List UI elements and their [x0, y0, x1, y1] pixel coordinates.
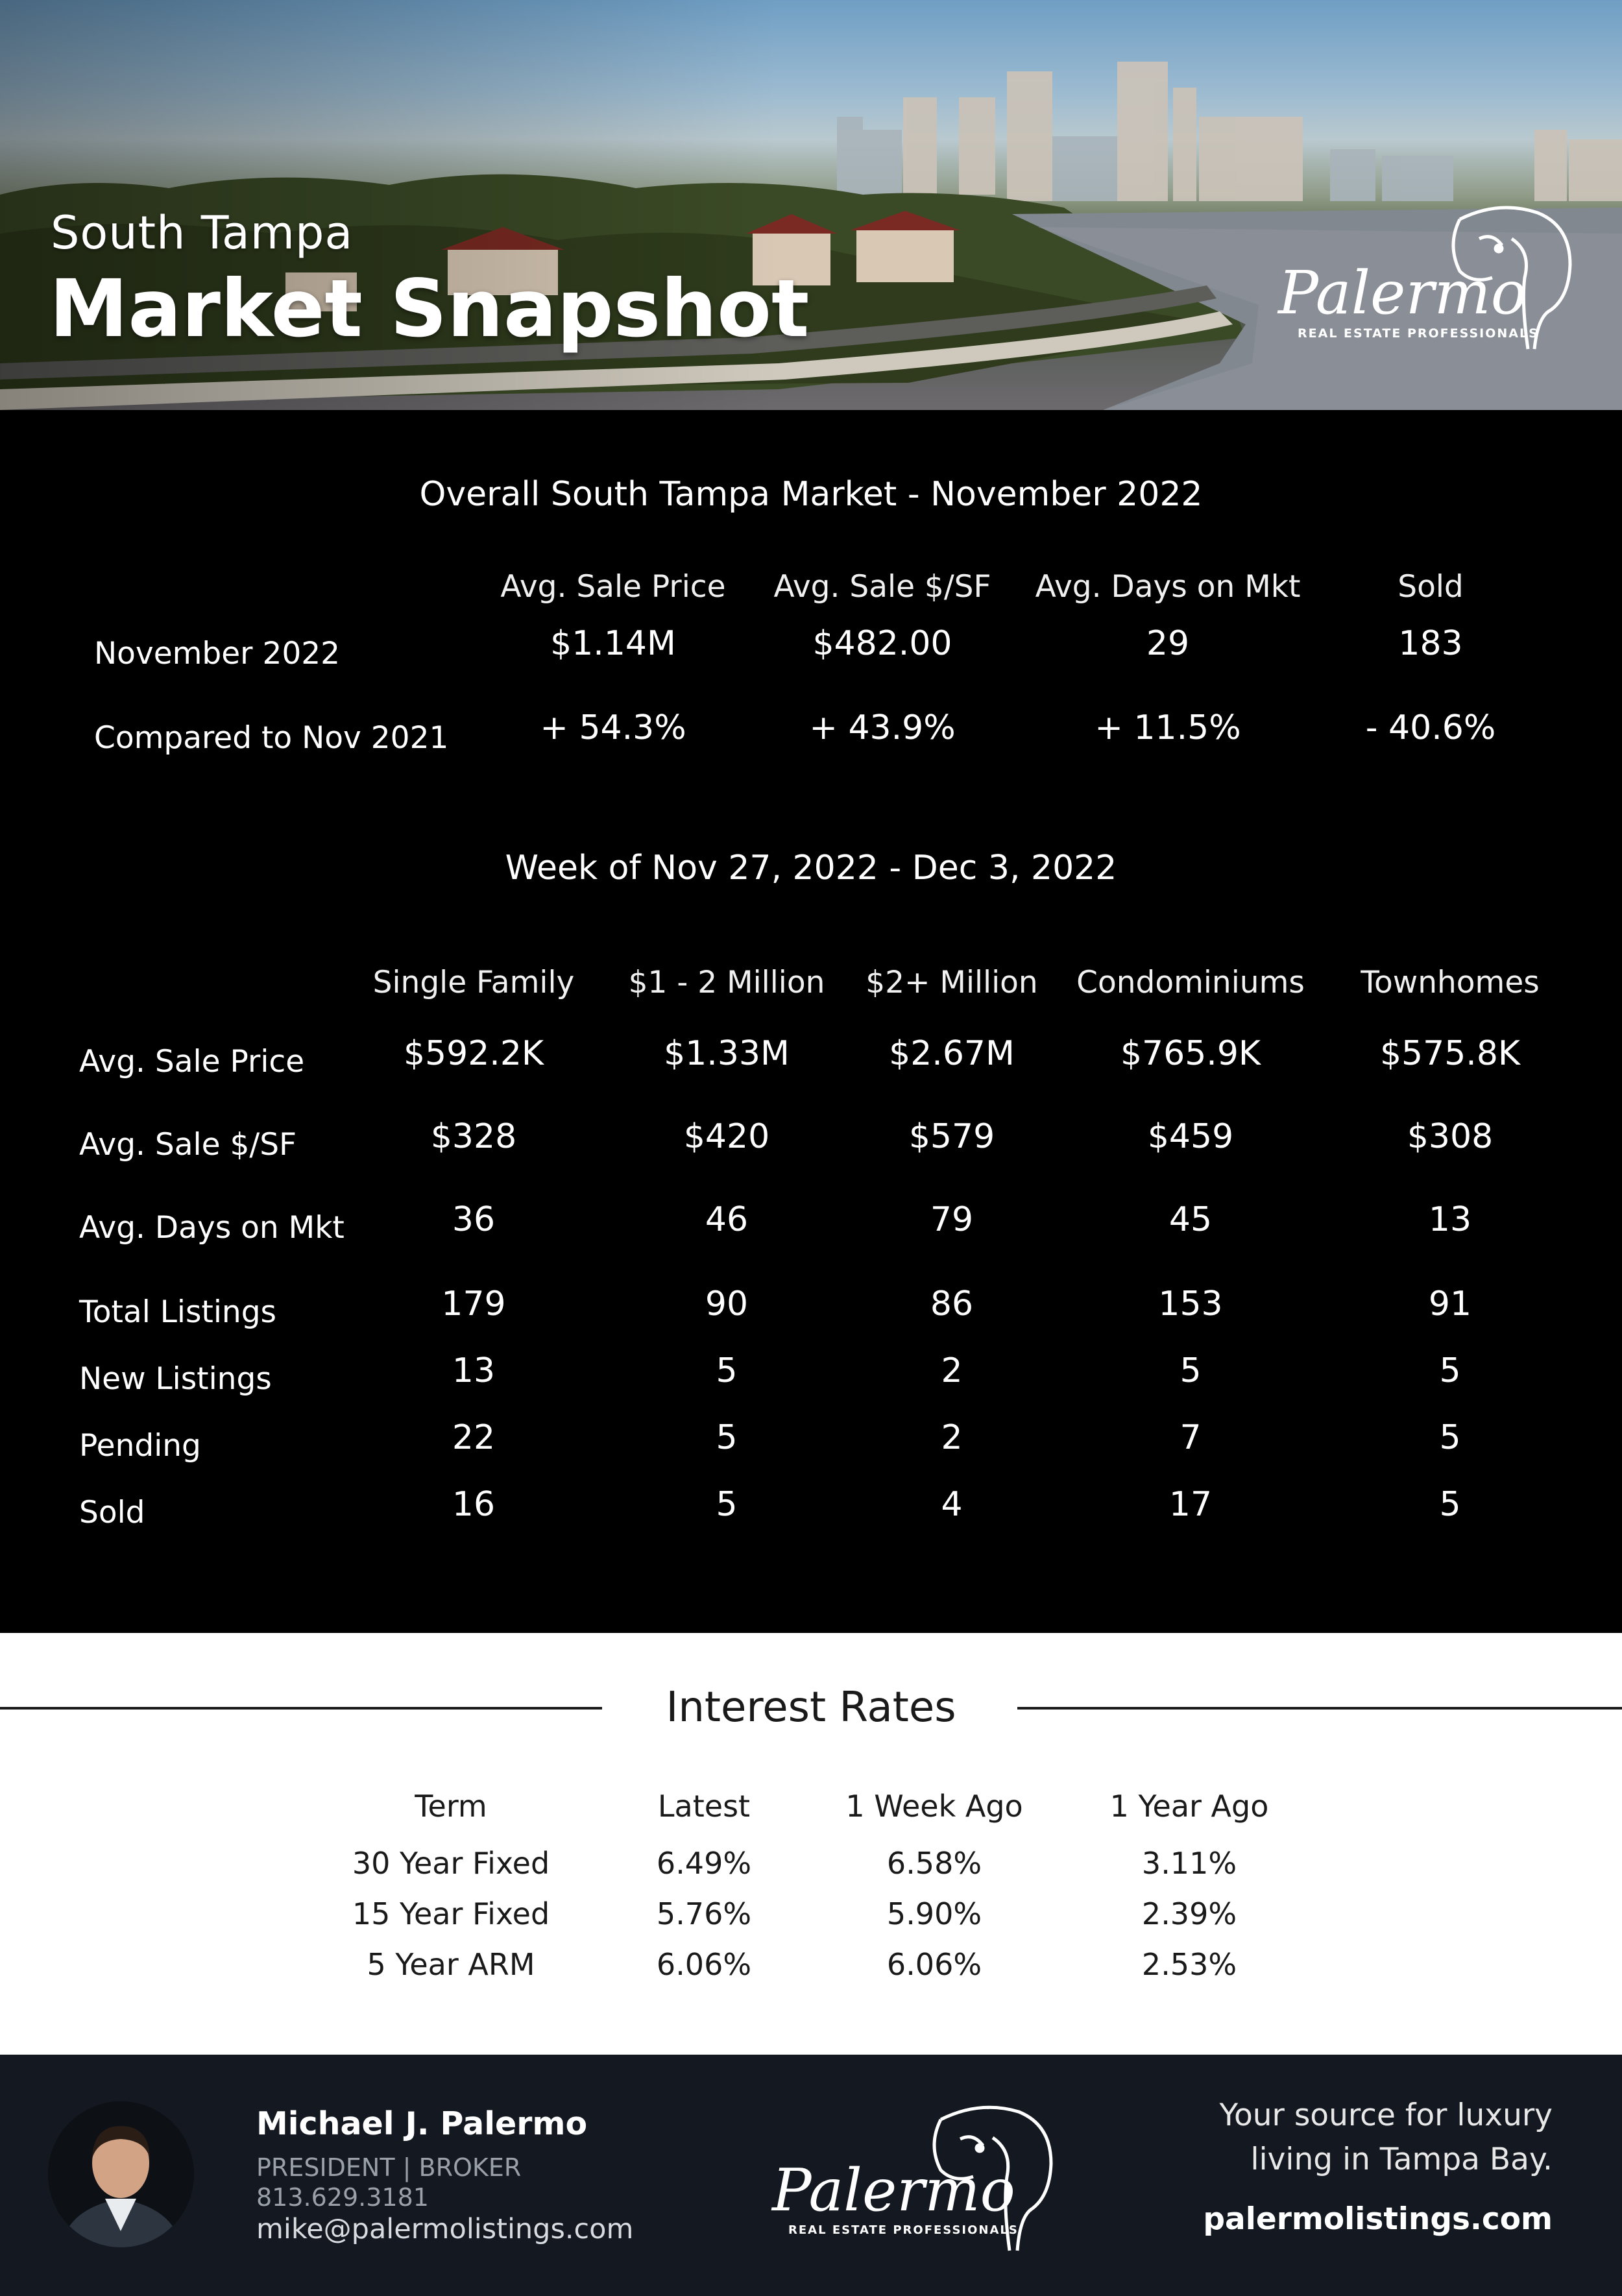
weekly-value: 90 [705, 1285, 749, 1323]
weekly-value: 22 [452, 1418, 496, 1457]
weekly-value: 5 [1439, 1485, 1461, 1524]
rates-term: 15 Year Fixed [352, 1896, 550, 1931]
weekly-value: 5 [716, 1351, 738, 1390]
weekly-value: 7 [1180, 1418, 1202, 1457]
tagline-line-1: Your source for luxury [1219, 2097, 1553, 2133]
overall-header: Sold [1398, 569, 1464, 605]
weekly-header: Townhomes [1361, 965, 1540, 1000]
market-stats-section [0, 410, 1622, 1633]
weekly-row-label: Avg. Days on Mkt [79, 1210, 345, 1246]
weekly-value: 16 [452, 1485, 496, 1524]
overall-value: $1.14M [550, 624, 676, 663]
rates-term: 30 Year Fixed [352, 1846, 550, 1881]
weekly-value: $1.33M [664, 1034, 790, 1073]
overall-header: Avg. Sale Price [500, 569, 726, 605]
weekly-value: 2 [941, 1351, 963, 1390]
weekly-value: $765.9K [1120, 1034, 1261, 1073]
rates-header: Term [415, 1789, 487, 1824]
weekly-value: 17 [1168, 1485, 1213, 1524]
rates-value: 5.76% [656, 1896, 752, 1931]
logo-tagline: REAL ESTATE PROFESSIONALS [788, 2223, 1019, 2237]
agent-email[interactable]: mike@palermolistings.com [256, 2213, 634, 2245]
weekly-value: $579 [908, 1117, 995, 1156]
weekly-value: $592.2K [403, 1034, 544, 1073]
weekly-row-label: Pending [79, 1428, 201, 1464]
avatar [48, 2101, 194, 2247]
weekly-value: $459 [1147, 1117, 1234, 1156]
weekly-value: 79 [930, 1200, 974, 1239]
rates-header: 1 Year Ago [1109, 1789, 1269, 1824]
weekly-row-label: Sold [79, 1495, 145, 1530]
rates-value: 6.06% [656, 1947, 752, 1982]
rates-value: 2.53% [1141, 1947, 1237, 1982]
rates-value: 3.11% [1141, 1846, 1237, 1881]
logo-tagline: REAL ESTATE PROFESSIONALS [1298, 326, 1539, 341]
weekly-value: 5 [716, 1485, 738, 1524]
weekly-value: $2.67M [889, 1034, 1015, 1073]
weekly-value: 5 [1180, 1351, 1202, 1390]
rates-value: 6.49% [656, 1846, 752, 1881]
interest-rates-section [0, 1633, 1622, 2055]
weekly-header: Condominiums [1076, 965, 1305, 1000]
agent-phone[interactable]: 813.629.3181 [256, 2183, 429, 2212]
weekly-row-label: Avg. Sale $/SF [79, 1127, 297, 1163]
weekly-row-label: New Listings [79, 1361, 272, 1397]
hero-subtitle: South Tampa [51, 206, 354, 260]
weekly-value: 5 [1439, 1418, 1461, 1457]
hero-title: Market Snapshot [49, 263, 810, 355]
agent-role: PRESIDENT | BROKER [256, 2153, 522, 2182]
agent-photo [48, 2101, 194, 2247]
weekly-value: 45 [1168, 1200, 1213, 1239]
weekly-value: $420 [683, 1117, 770, 1156]
overall-header: Avg. Days on Mkt [1035, 569, 1301, 605]
weekly-value: 153 [1158, 1285, 1223, 1323]
weekly-value: 4 [941, 1485, 963, 1524]
weekly-value: 36 [452, 1200, 496, 1239]
footer [0, 2055, 1622, 2296]
rates-header: 1 Week Ago [845, 1789, 1023, 1824]
tagline-line-2: living in Tampa Bay. [1250, 2142, 1553, 2177]
weekly-value: $575.8K [1379, 1034, 1521, 1073]
weekly-value: $328 [430, 1117, 517, 1156]
website-link[interactable]: palermolistings.com [1203, 2201, 1553, 2237]
weekly-value: 46 [705, 1200, 749, 1239]
agent-name: Michael J. Palermo [256, 2105, 588, 2142]
overall-value: - 40.6% [1365, 708, 1496, 747]
overall-row-label: Compared to Nov 2021 [94, 720, 449, 756]
weekly-value: 5 [716, 1418, 738, 1457]
rates-value: 2.39% [1141, 1896, 1237, 1931]
weekly-value: 179 [441, 1285, 506, 1323]
overall-value: 183 [1398, 624, 1463, 663]
overall-value: 29 [1146, 624, 1190, 663]
palermo-logo [766, 2100, 1064, 2256]
overall-value: + 43.9% [809, 708, 956, 747]
overall-header: Avg. Sale $/SF [773, 569, 991, 605]
logo-wordmark: Palermo [1278, 258, 1527, 328]
overall-value: + 11.5% [1095, 708, 1241, 747]
palermo-logo [1265, 200, 1577, 362]
interest-rates-title: Interest Rates [666, 1684, 956, 1732]
weekly-header: $2+ Million [865, 965, 1038, 1000]
weekly-header: $1 - 2 Million [628, 965, 825, 1000]
overall-row-label: November 2022 [94, 636, 341, 671]
rates-value: 6.06% [886, 1947, 982, 1982]
logo-wordmark: Palermo [772, 2157, 1015, 2225]
rates-term: 5 Year ARM [367, 1947, 535, 1982]
rates-value: 5.90% [886, 1896, 982, 1931]
overall-value: $482.00 [812, 624, 952, 663]
weekly-value: 5 [1439, 1351, 1461, 1390]
weekly-value: 91 [1428, 1285, 1472, 1323]
overall-value: + 54.3% [540, 708, 686, 747]
weekly-value: 86 [930, 1285, 974, 1323]
weekly-value: 2 [941, 1418, 963, 1457]
weekly-row-label: Avg. Sale Price [79, 1044, 305, 1080]
overall-market-title: Overall South Tampa Market - November 2022 [419, 475, 1203, 514]
rates-header: Latest [657, 1789, 751, 1824]
weekly-header: Single Family [372, 965, 575, 1000]
weekly-value: 13 [1428, 1200, 1472, 1239]
weekly-value: 13 [452, 1351, 496, 1390]
weekly-title: Week of Nov 27, 2022 - Dec 3, 2022 [505, 849, 1117, 888]
weekly-row-label: Total Listings [79, 1294, 277, 1330]
weekly-value: $308 [1407, 1117, 1494, 1156]
hero-banner [0, 0, 1622, 410]
rates-value: 6.58% [886, 1846, 982, 1881]
